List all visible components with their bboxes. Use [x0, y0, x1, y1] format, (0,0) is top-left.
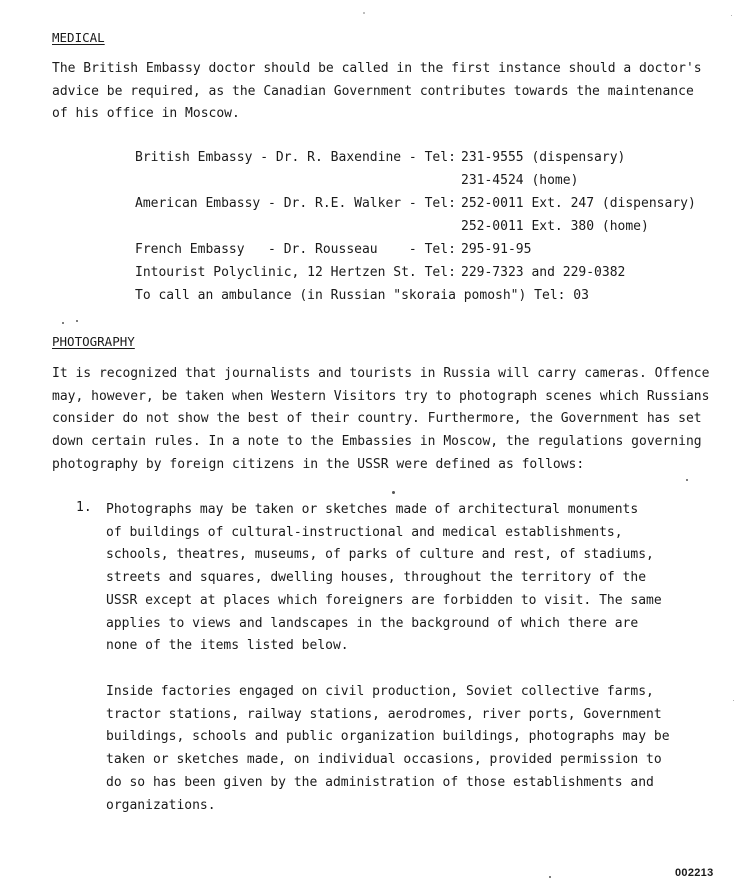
- paragraph-line: streets and squares, dwelling houses, throughout the territory of the: [106, 570, 647, 586]
- paragraph-line: consider do not show the best of their country. Furthermore, the Government has set: [52, 411, 702, 427]
- paragraph-line: none of the items listed below.: [106, 638, 349, 654]
- scan-speck: [549, 876, 551, 878]
- paragraph-line: down certain rules. In a note to the Embassies in Moscow, the regulations governing: [52, 434, 702, 450]
- scan-speck: [62, 322, 64, 324]
- paragraph-line: may, however, be taken when Western Visitors try to photograph scenes which Russians: [52, 388, 710, 404]
- scan-speck: [76, 320, 78, 322]
- paragraph-line: Inside factories engaged on civil production, Soviet collective farms,: [106, 684, 654, 699]
- photography-paragraph: [52, 363, 710, 477]
- list-item-paragraph-continued: [106, 681, 706, 817]
- page-number: 002213: [675, 867, 714, 879]
- scan-speck: [363, 12, 365, 14]
- contact-phone: 252-0011 Ext. 380 (home): [461, 219, 649, 234]
- contact-phone: 295-91-95: [461, 242, 532, 257]
- medical-contacts: [135, 150, 715, 311]
- paragraph-line: photography by foreign citizens in the USSR were defined as follows:: [52, 456, 585, 472]
- paragraph-line: The British Embassy doctor should be called in the first instance should a doctor's: [52, 61, 702, 76]
- list-item-paragraph: [106, 499, 706, 658]
- paragraph-line: advice be required, as the Canadian Government contributes towards the maintenance: [52, 83, 694, 99]
- paragraph-line: applies to views and landscapes in the background of which there are: [106, 615, 639, 631]
- contact-phone: 231-9555 (dispensary): [461, 150, 626, 165]
- scan-speck: [686, 479, 688, 481]
- paragraph-line: tractor stations, railway stations, aerodromes, river ports, Government: [106, 706, 662, 722]
- contact-row: [135, 265, 715, 288]
- contact-name: American Embassy - Dr. R.E. Walker - Tel:: [135, 196, 456, 211]
- medical-paragraph: [52, 58, 702, 126]
- contact-name: French Embassy - Dr. Rousseau - Tel:: [135, 242, 456, 257]
- contact-row: [135, 150, 715, 173]
- contact-row: [135, 219, 715, 242]
- paragraph-line: USSR except at places which foreigners are forbidden to visit. The same: [106, 592, 662, 608]
- contact-phone: 231-4524 (home): [461, 173, 579, 188]
- photography-heading: PHOTOGRAPHY: [52, 334, 135, 349]
- paragraph-line: taken or sketches made, on individual occasions, provided permission to: [106, 752, 662, 768]
- ambulance-line: To call an ambulance (in Russian "skoraia pomosh") Tel: 03: [135, 288, 589, 303]
- contact-phone: 229-7323 and 229-0382: [461, 265, 626, 280]
- contact-row: [135, 173, 715, 196]
- list-item-number: 1.: [76, 500, 92, 515]
- paragraph-line: of his office in Moscow.: [52, 106, 240, 122]
- contact-phone: 252-0011 Ext. 247 (dispensary): [461, 196, 696, 211]
- paragraph-line: organizations.: [106, 797, 216, 813]
- contact-row: [135, 196, 715, 219]
- scan-speck: [731, 15, 732, 16]
- contact-row: [135, 242, 715, 265]
- paragraph-line: It is recognized that journalists and tourists in Russia will carry cameras. Offence: [52, 366, 710, 381]
- contact-row: [135, 288, 715, 311]
- paragraph-line: buildings, schools and public organization buildings, photographs may be: [106, 729, 670, 745]
- paragraph-line: of buildings of cultural-instructional and medical establishments,: [106, 524, 623, 540]
- contact-name: British Embassy - Dr. R. Baxendine - Tel:: [135, 150, 456, 165]
- contact-name: Intourist Polyclinic, 12 Hertzen St. Tel:: [135, 265, 456, 280]
- scan-speck: [392, 491, 395, 494]
- paragraph-line: schools, theatres, museums, of parks of culture and rest, of stadiums,: [106, 547, 654, 563]
- paragraph-line: do so has been given by the administration of those establishments and: [106, 774, 654, 790]
- paragraph-line: Photographs may be taken or sketches made of architectural monuments: [106, 502, 639, 517]
- medical-heading: MEDICAL: [52, 30, 105, 45]
- scan-speck: [733, 700, 734, 701]
